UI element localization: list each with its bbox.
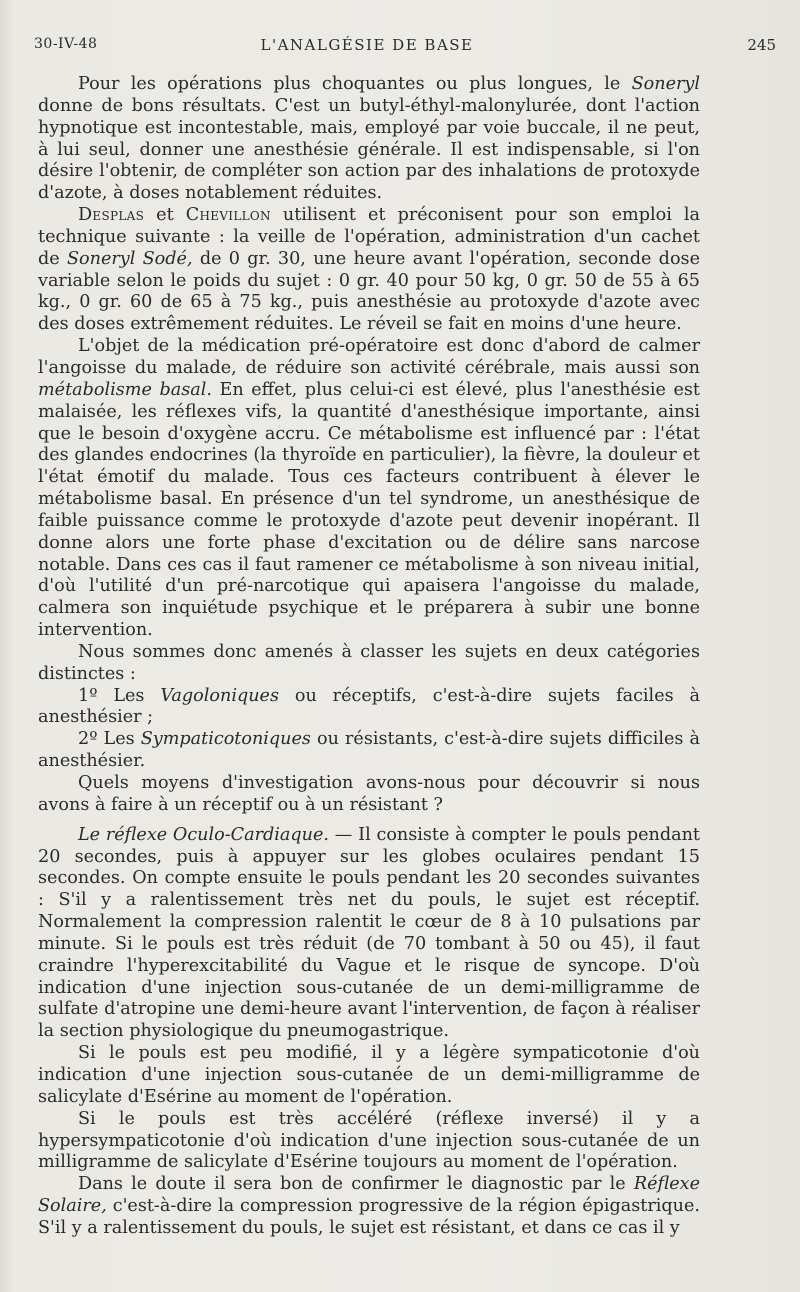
italic-text: Vagoloniques bbox=[160, 685, 279, 706]
text-run: ou réceptifs, c'est-à-dire sujets faciles à anesthésier ; bbox=[38, 685, 700, 728]
text-run: utilisent et préconisent pour son emploi la technique suivante : la veille de l'opération, administration d'un cachet de bbox=[38, 205, 701, 269]
paragraph bbox=[38, 205, 700, 336]
text-run: Pour les opérations plus choquantes ou plus longues, le bbox=[78, 74, 632, 94]
author-name: Chevillon bbox=[185, 205, 271, 226]
italic-text: Soneryl Sodé, bbox=[66, 248, 193, 269]
text-run: 1º Les bbox=[78, 685, 161, 706]
text-run: Si le pouls est très accéléré (réflexe inversé) il y a hypersympaticotonie d'où indication d'une injection sous-cutanée de un milligramme de salicylate d'Esérine toujours au moment de l'opération. bbox=[38, 1108, 700, 1173]
paragraph bbox=[38, 1174, 700, 1240]
paragraph bbox=[38, 336, 700, 642]
text-run: donne de bons résultats. C'est un butyl-éthyl-malonylurée, dont l'action hypnotique est incontestable, mais, employé par voie buccale, il ne peut, à lui seul, donner une anesthésie générale. Il est indispensable, si l'on désire l'obtenir, de compléter son action par des inhalations de protoxyde d'azote, à doses notablement réduites. bbox=[38, 95, 700, 204]
date-code: 30-IV-48 bbox=[34, 36, 98, 52]
text-run: c'est-à-dire la compression progressive de la région épigastrique. S'il y a ralentissement du pouls, le sujet est résistant, et dans ce cas il y bbox=[38, 1196, 700, 1238]
text-run: ou résistants, c'est-à-dire sujets difficiles à anesthésier. bbox=[38, 729, 700, 772]
paragraph bbox=[38, 1043, 700, 1109]
text-run: Nous sommes donc amenés à classer les sujets en deux catégories distinctes : bbox=[38, 641, 700, 684]
paragraph bbox=[38, 729, 700, 773]
paragraph bbox=[38, 825, 700, 1043]
text-run: En effet, plus celui-ci est élevé, plus l'anesthésie est malaisée, les réflexes vifs, la quantité d'anesthésique importante, ainsi que le besoin d'oxygène accru. Ce métabolisme est influencé par : l'état des glandes endocrines (la thyroïde en particulier), la fièvre, la douleur et l'état émotif du malade. Tous ces facteurs contribuent à élever le métabolisme basal. En présence d'un tel syndrome, un anesthésique de faible puissance comme le protoxyde d'azote peut devenir inopérant. Il donne alors une forte phase d'excitation ou de délire sans narcose notable. Dans ces cas il faut ramener ce métabolisme à son niveau initial, d'où l'utilité d'un pré-narcotique qui apaisera l'angoisse du malade, calmera son inquiétude psychique et le préparera à subir une bonne intervention. bbox=[38, 379, 701, 641]
italic-text: Sympaticotoniques bbox=[140, 729, 311, 750]
text-run: et bbox=[144, 205, 186, 226]
page-number: 245 bbox=[747, 36, 776, 54]
body-text bbox=[38, 74, 700, 1240]
italic-text: Réflexe Solaire, bbox=[38, 1174, 700, 1217]
text-run: Si le pouls est peu modifié, il y a légère sympaticotonie d'où indication d'une injection sous-cutanée de un demi-milligramme de salicylate d'Esérine au moment de l'opération. bbox=[38, 1043, 700, 1107]
italic-text: métabolisme basal. bbox=[38, 379, 212, 400]
paragraph bbox=[38, 773, 700, 817]
text-run: Dans le doute il sera bon de confirmer le diagnostic par le bbox=[78, 1174, 634, 1195]
text-run: Quels moyens d'investigation avons-nous pour découvrir si nous avons à faire à un réceptif ou à un résistant ? bbox=[38, 773, 700, 815]
paragraph bbox=[38, 1109, 700, 1175]
text-run: 2º Les bbox=[78, 729, 141, 750]
paragraph bbox=[38, 74, 700, 205]
italic-text: Soneryl bbox=[631, 74, 700, 94]
text-run: — Il consiste à compter le pouls pendant 20 secondes, puis à appuyer sur les globes oculaires pendant 15 secondes. On compte ensuite le pouls pendant les 20 secondes suivantes : S'il y a ralentissement très net du pouls, le sujet est réceptif. Normalement la compression ralentit le cœur de 8 à 10 pulsations par minute. Si le pouls est très réduit (de 70 tombant à 50 ou 45), il faut craindre l'hyperexcitabilité du Vague et le risque de syncope. D'où indication d'une injection sous-cutanée de un demi-milligramme de sulfate d'atropine une demi-heure avant l'intervention, de façon à réaliser la section physiologique du pneumogastrique. bbox=[38, 824, 700, 1042]
italic-text: Le réflexe Oculo-Cardiaque. bbox=[78, 824, 330, 845]
text-run: de 0 gr. 30, une heure avant l'opération, seconde dose variable selon le poids du sujet : 0 gr. 40 pour 50 kg, 0 gr. 50 de 55 à 65 kg., 0 gr. 60 de 65 à 75 kg., puis anesthésie au protoxyde d'azote avec des doses extrêmement réduites. Le réveil se fait en moins d'une heure. bbox=[38, 248, 700, 335]
running-header bbox=[34, 36, 776, 58]
paragraph bbox=[38, 642, 700, 686]
author-name: Desplas bbox=[78, 205, 145, 226]
text-run: L'objet de la médication pré-opératoire est donc d'abord de calmer l'angoisse du malade, de réduire son activité cérébrale, mais aussi son bbox=[38, 336, 700, 378]
running-title: L'ANALGÉSIE DE BASE bbox=[260, 36, 474, 54]
paragraph bbox=[38, 686, 700, 730]
